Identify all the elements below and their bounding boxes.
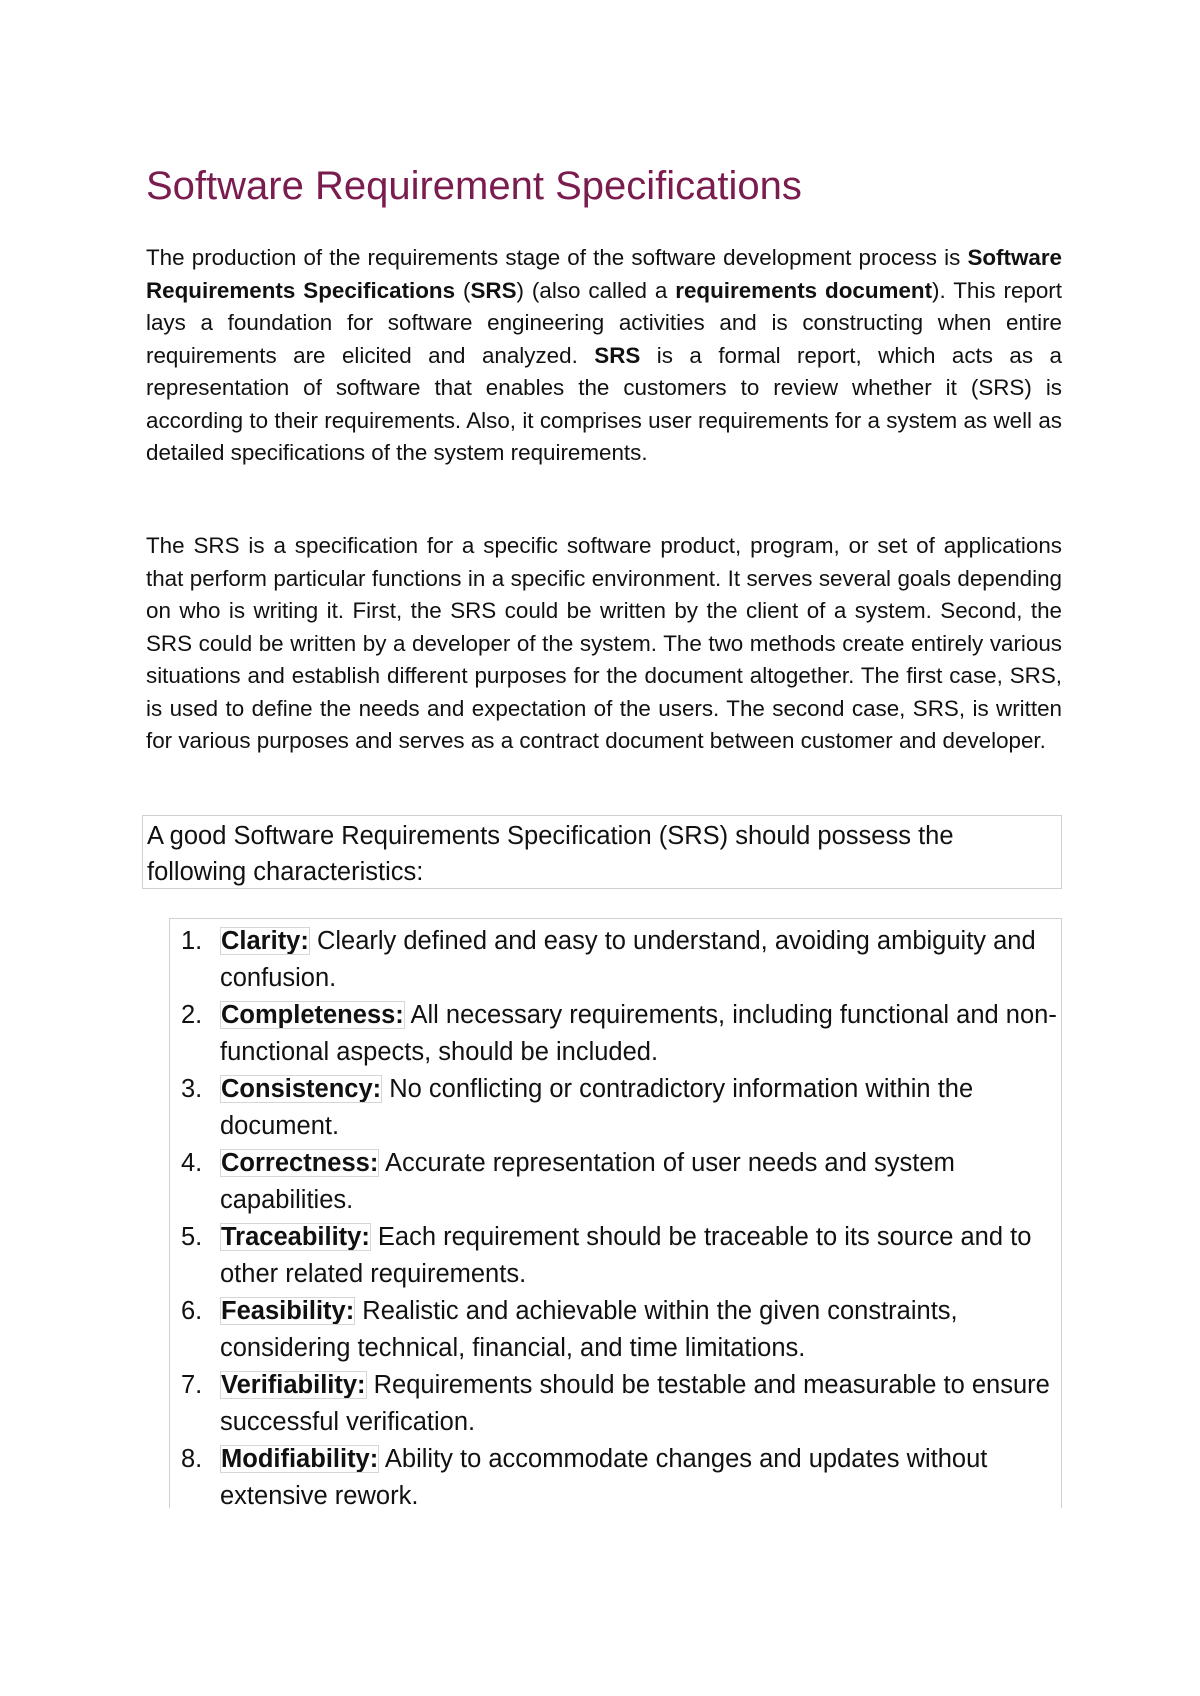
text-run: ) (also called a xyxy=(516,277,676,303)
characteristic-term: Clarity: xyxy=(221,927,309,955)
characteristic-term: Verifiability: xyxy=(221,1371,366,1399)
characteristic-term: Correctness: xyxy=(221,1149,379,1177)
bold-term: Software Requirements Specifications xyxy=(146,245,1062,303)
characteristic-desc: All necessary requirements, including functional and non-functional aspects, should be included. xyxy=(220,1001,1057,1066)
bold-term: requirements document xyxy=(675,277,933,303)
list-item xyxy=(170,997,1063,1071)
srs-paragraph: The SRS is a specification for a specific software product, program, or set of applications that perform particular functions in a specific environment. It serves several goals depending on who is writing it. First, the SRS could be written by the client of a system. Second, the SRS could be written by a developer of the system. The two methods create entirely various situations and establish different purposes for the document altogether. The first case, SRS, is used to define the needs and expectation of the users. The second case, SRS, is written for various purposes and serves as a contract document between customer and developer. xyxy=(146,533,1062,753)
list-item xyxy=(170,1293,1063,1367)
characteristic-term: Completeness: xyxy=(221,1001,404,1029)
characteristics-list xyxy=(170,923,1063,1515)
characteristic-term: Consistency: xyxy=(221,1075,382,1103)
characteristic-desc: Realistic and achievable within the given constraints, considering technical, financial, and time limitations. xyxy=(220,1297,958,1362)
characteristic-desc: Each requirement should be traceable to its source and to other related requirements. xyxy=(220,1223,1032,1288)
list-number: 6. xyxy=(181,1297,203,1325)
text-run: The production of the requirements stage of the software development process is xyxy=(146,245,968,270)
page-title: Software Requirement Specifications xyxy=(146,164,802,208)
characteristic-desc: Accurate representation of user needs and system capabilities. xyxy=(220,1149,955,1214)
characteristics-list-box xyxy=(169,918,1062,1508)
characteristic-desc: Ability to accommodate changes and updates without extensive rework. xyxy=(220,1445,988,1510)
list-number: 3. xyxy=(181,1075,203,1103)
list-item xyxy=(170,923,1063,997)
list-number: 8. xyxy=(181,1445,203,1473)
text-run: is a formal report, which acts as a representation of software that enables the customers to review whether it (SRS) is according to their requirements. Also, it comprises user requirements for a system as well as detailed specifications of the system requirements. xyxy=(146,342,1062,465)
list-number: 5. xyxy=(181,1223,203,1251)
list-item xyxy=(170,1071,1063,1145)
text-run: ( xyxy=(455,277,471,303)
bold-term: SRS xyxy=(470,277,517,303)
characteristic-term: Traceability: xyxy=(221,1223,370,1251)
list-item xyxy=(170,1367,1063,1441)
text-run: ). This report lays a foundation for software engineering activities and is constructing when entire requirements are elicited and analyzed. xyxy=(146,277,1062,368)
characteristic-desc: No conflicting or contradictory information within the document. xyxy=(220,1075,974,1140)
list-number: 7. xyxy=(181,1371,203,1399)
characteristic-term: Modifiability: xyxy=(221,1445,379,1473)
characteristic-desc: Requirements should be testable and measurable to ensure successful verification. xyxy=(220,1371,1050,1436)
list-item xyxy=(170,1219,1063,1293)
list-number: 1. xyxy=(181,927,203,955)
characteristic-desc: Clearly defined and easy to understand, avoiding ambiguity and confusion. xyxy=(220,927,1036,992)
list-number: 2. xyxy=(181,1001,203,1029)
list-item xyxy=(170,1145,1063,1219)
intro-paragraph xyxy=(146,242,1062,470)
bold-term: SRS xyxy=(594,342,641,368)
characteristic-term: Feasibility: xyxy=(221,1297,355,1325)
list-number: 4. xyxy=(181,1149,203,1177)
characteristics-intro-box: A good Software Requirements Specification (SRS) should possess the following characteristics: xyxy=(142,815,1062,889)
list-item xyxy=(170,1441,1063,1515)
